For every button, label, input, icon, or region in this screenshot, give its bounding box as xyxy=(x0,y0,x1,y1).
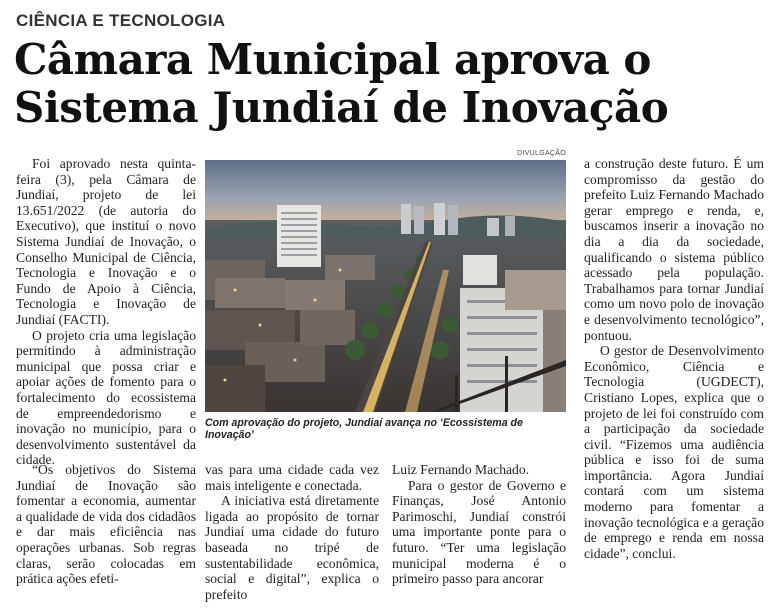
article-photo xyxy=(205,160,566,412)
paragraph: O projeto cria uma legislação permitindo à administração municipal que possa criar e apoiar ações de fomento para o fortalecimento do ecossistema de empreendedorismo e inovação no município, para o desenvolvimento sustentável da cidade. xyxy=(16,327,196,468)
article-column-2 xyxy=(205,462,379,602)
paragraph: a construção deste futuro. É um compromisso da gestão do prefeito Luiz Fernando Machado gerar emprego e renda, e, buscamos inserir a inovação no dia a dia da sociedade, qualificando o sistema público acessado pela população. Trabalhamos para tornar Jundiaí como um novo polo de inovação e desenvolvimento tecnológico”, pontuou. xyxy=(584,156,764,343)
paragraph: Foi aprovado nesta quinta-feira (3), pela Câmara de Jundiaí, projeto de lei 13.651/2022 (de autoria do Executivo), que instituí o novo Sistema Jundiaí de Inovação, o Conselho Municipal de Ciência, Tecnologia e Inovação e o Fundo de Apoio à Ciência, Tecnologia e Inovação de Jundiaí (FACTI). xyxy=(16,156,196,327)
photo-caption: Com aprovação do projeto, Jundiaí avança no ‘Ecossistema de Inovação’ xyxy=(205,417,523,441)
headline-line-1: Câmara Municipal aprova o xyxy=(14,35,651,84)
article-column-4 xyxy=(584,156,764,561)
paragraph: O gestor de Desenvolvimento Econômico, Ciência e Tecnologia (UGDECT), Cristiano Lopes, explica que o projeto de lei foi construído com a participação da sociedade civil. “Fizemos uma audiência pública e isso foi de suma importância. Agora Jundiaí contará com um sistema moderno para fomentar a inovação tecnológica e a geração de emprego e renda em nossa cidade”, conclui. xyxy=(584,343,764,561)
paragraph: “Os objetivos do Sistema Jundiaí de Inovação são fomentar a economia, aumentar a qualidade de vida dos cidadãos e dar mais eficiência nas operações urbanas. Sob regras claras, serão colocadas em prática ações efeti- xyxy=(16,462,196,587)
headline xyxy=(14,36,764,132)
paragraph: Para o gestor de Governo e Finanças, José Antonio Parimoschi, Jundiaí constrói uma importante ponte para o futuro. “Ter uma legislação municipal moderna é o primeiro passo para ancorar xyxy=(392,477,566,587)
article-column-1-bottom xyxy=(16,462,196,587)
section-label: CIÊNCIA E TECNOLOGIA xyxy=(16,11,226,30)
paragraph: Luiz Fernando Machado. xyxy=(392,462,530,477)
article-column-1 xyxy=(16,156,196,468)
paragraph: A iniciativa está diretamente ligada ao propósito de tornar Jundiaí uma cidade do futuro baseada no tripé de sustentabilidade econômica, social e digital”, explica o prefeito xyxy=(205,493,379,602)
photo-credit: DIVULGAÇÃO xyxy=(517,150,566,157)
paragraph: vas para uma cidade cada vez mais inteligente e conectada. xyxy=(205,462,379,493)
city-aerial-photo xyxy=(205,160,566,412)
headline-line-2: Sistema Jundiaí de Inovação xyxy=(14,83,669,132)
article-column-3 xyxy=(392,462,566,587)
